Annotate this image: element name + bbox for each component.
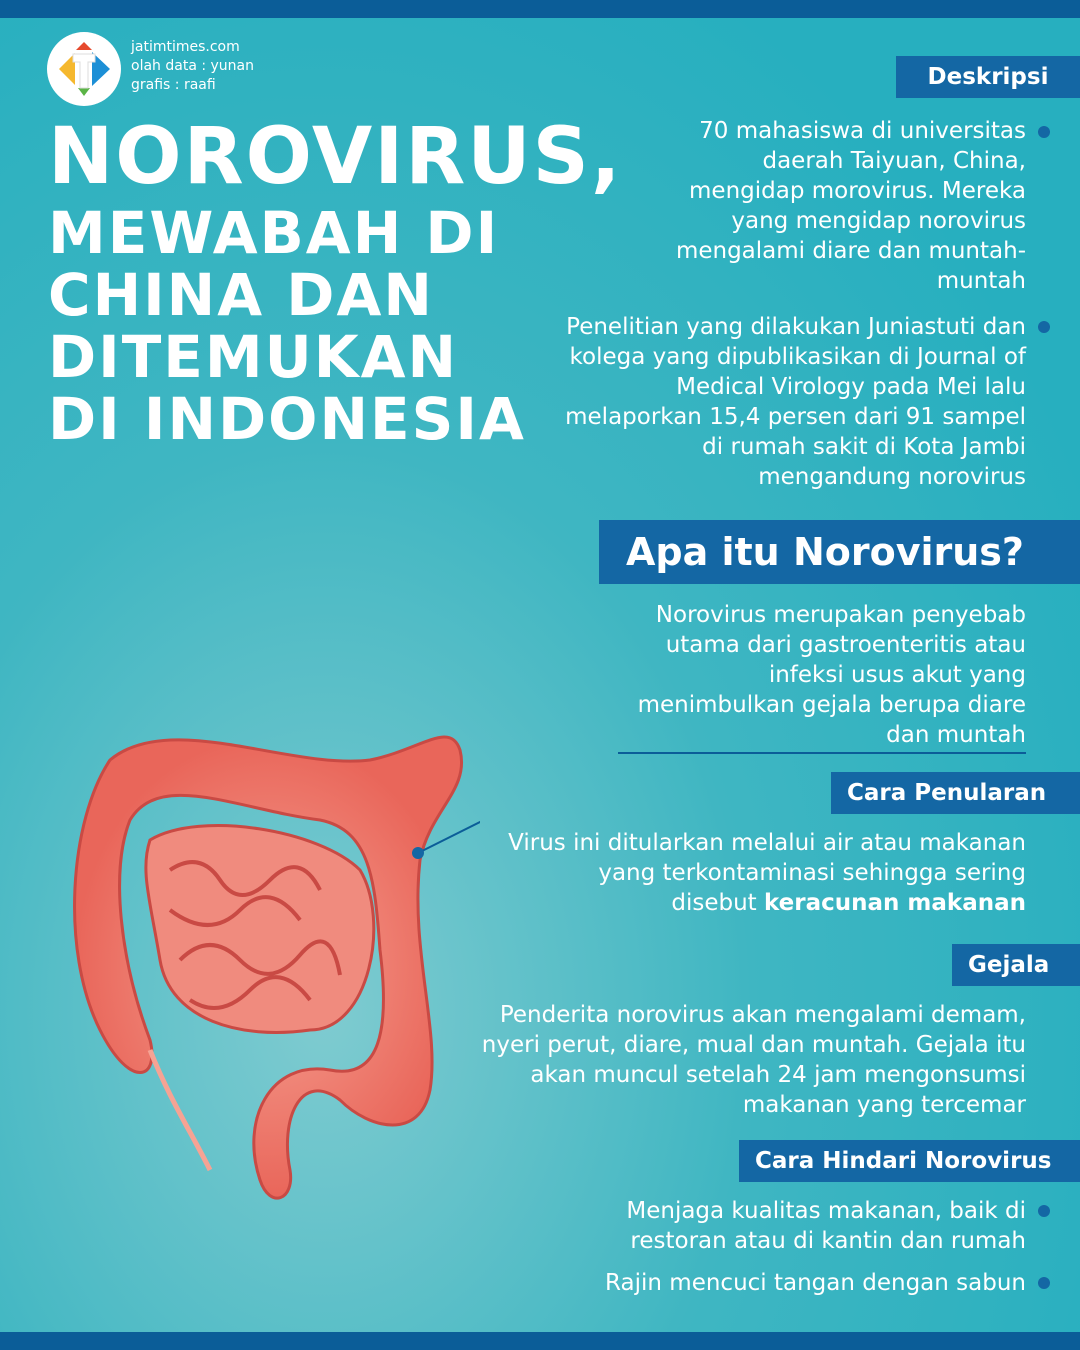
penularan-body: Virus ini ditularkan melalui air atau makanan yang terkontaminasi sehingga sering disebut <box>508 830 1026 916</box>
apa-label: Apa itu Norovirus? <box>599 520 1080 584</box>
gejala-label: Gejala <box>952 944 1080 986</box>
intestine-illustration <box>40 700 480 1220</box>
hindari-label: Cara Hindari Norovirus <box>739 1140 1080 1182</box>
bullet-icon <box>1038 1277 1050 1289</box>
title-line: NOROVIRUS, <box>48 112 623 202</box>
data-credit: olah data : yunan <box>131 58 254 74</box>
site-name: jatimtimes.com <box>131 39 240 55</box>
bullet-icon <box>1038 321 1050 333</box>
deskripsi-item: Penelitian yang dilakukan Juniastuti dan kolega yang dipublikasikan di Journal of Medical Virology pada Mei lalu melaporkan 15,4 persen dari 91 sampel di rumah sakit di Kota Jambi mengandung norovirus <box>565 314 1026 490</box>
deskripsi-label: Deskripsi <box>896 56 1080 98</box>
apa-text: Norovirus merupakan penyebab utama dari gastroenteritis atau infeksi usus akut yang menimbulkan gejala berupa diare dan muntah <box>637 602 1026 748</box>
title-line: DI INDONESIA <box>48 385 526 453</box>
title-line: DITEMUKAN <box>48 323 459 391</box>
bullet-icon <box>1038 126 1050 138</box>
title-line: MEWABAH DI <box>48 199 500 267</box>
bullet-icon <box>1038 1205 1050 1217</box>
penularan-text <box>506 828 1026 918</box>
top-band <box>0 0 1080 18</box>
title-line: CHINA DAN <box>48 261 434 329</box>
callout-line <box>618 752 1026 754</box>
gejala-text: Penderita norovirus akan mengalami demam, nyeri perut, diare, mual dan muntah. Gejala itu akan muncul setelah 24 jam mengonsumsi makanan yang tercemar <box>481 1002 1026 1118</box>
hindari-item: Rajin mencuci tangan dengan sabun <box>605 1270 1026 1296</box>
penularan-bold: keracunan makanan <box>764 890 1026 916</box>
bottom-band <box>0 1332 1080 1350</box>
page-title <box>48 112 623 453</box>
penularan-label: Cara Penularan <box>831 772 1080 814</box>
deskripsi-item: 70 mahasiswa di universitas daerah Taiyuan, China, mengidap morovirus. Mereka yang mengidap norovirus mengalami diare dan muntah-muntah <box>675 118 1026 294</box>
credits <box>131 38 254 95</box>
graphic-credit: grafis : raafi <box>131 77 216 93</box>
jatimtimes-logo <box>47 32 121 106</box>
hindari-item: Menjaga kualitas makanan, baik di restoran atau di kantin dan rumah <box>626 1198 1026 1254</box>
